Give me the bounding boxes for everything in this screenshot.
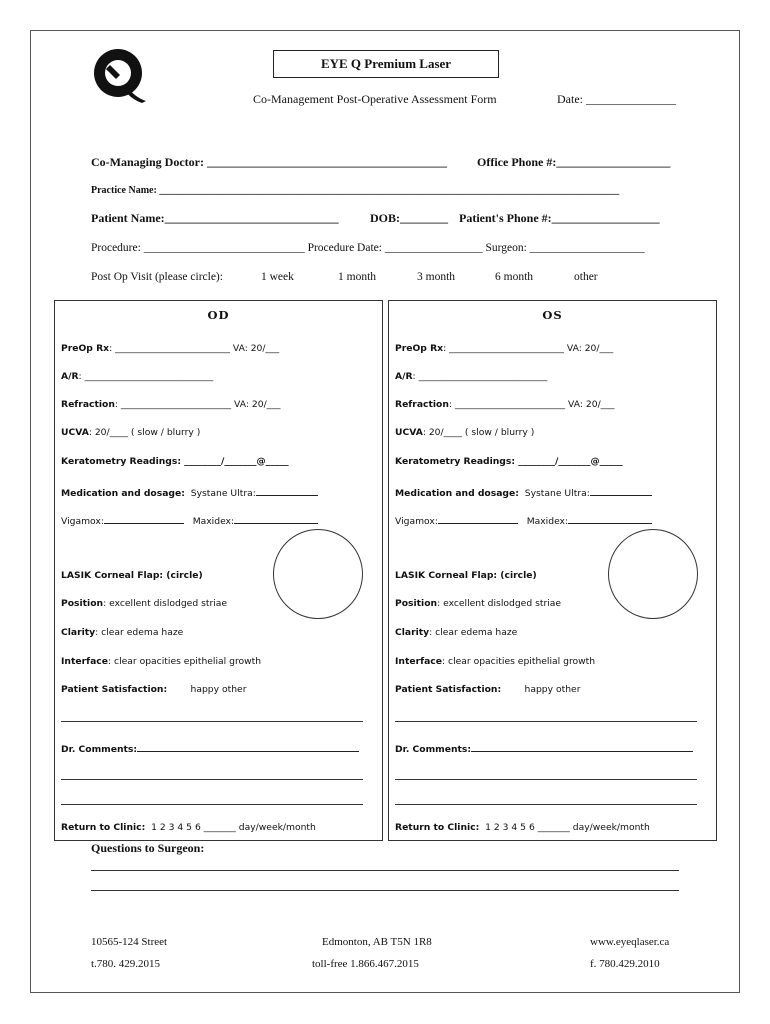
patient-phone-field[interactable]: Patient's Phone #:__________________ <box>459 211 660 225</box>
keratometry-field[interactable]: Keratometry Readings: ________/_______@_____ <box>395 456 623 467</box>
post-op-option[interactable]: 6 month <box>495 271 534 283</box>
return-to-clinic-field[interactable]: Return to Clinic: 1 2 3 4 5 6 _______ day/week/month <box>395 822 650 833</box>
post-op-option[interactable]: 3 month <box>417 271 456 283</box>
os-panel <box>388 300 717 841</box>
interface-options[interactable]: Interface: clear opacities epithelial growth <box>61 656 262 667</box>
vigamox-maxidex-field[interactable]: Vigamox: Maxidex: <box>395 513 652 527</box>
footer-fax: f. 780.429.2010 <box>590 958 660 970</box>
blank-line[interactable] <box>395 721 697 722</box>
post-op-visit-label: Post Op Visit (please circle): <box>91 271 223 283</box>
flap-diagram-circle[interactable] <box>273 529 363 619</box>
co-managing-doctor-field[interactable]: Co-Managing Doctor: ________________________________________ <box>91 155 447 169</box>
flap-diagram-circle[interactable] <box>608 529 698 619</box>
post-op-option[interactable]: 1 week <box>261 271 294 283</box>
ar-field[interactable]: A/R: ____________________________ <box>61 371 214 382</box>
clarity-options[interactable]: Clarity: clear edema haze <box>395 627 518 638</box>
questions-label: Questions to Surgeon: <box>91 841 205 855</box>
lasik-flap-label: LASIK Corneal Flap: (circle) <box>395 570 537 581</box>
patient-name-field[interactable]: Patient Name:_____________________________ <box>91 211 339 225</box>
position-options[interactable]: Position: excellent dislodged striae <box>61 598 228 609</box>
ucva-field[interactable]: UCVA: 20/____ ( slow / blurry ) <box>61 427 201 438</box>
dob-field[interactable]: DOB:________ <box>370 211 448 225</box>
lasik-flap-label: LASIK Corneal Flap: (circle) <box>61 570 203 581</box>
refraction-field[interactable]: Refraction: ________________________ VA: 20/___ <box>61 399 281 410</box>
position-options[interactable]: Position: excellent dislodged striae <box>395 598 562 609</box>
medication-field: Medication and dosage: Systane Ultra: <box>395 485 652 499</box>
practice-name-field[interactable]: Practice Name: ____________________________________________________________________________________________ <box>91 185 620 196</box>
footer-website[interactable]: www.eyeqlaser.ca <box>590 936 670 948</box>
blank-line[interactable] <box>61 804 363 805</box>
post-op-option[interactable]: 1 month <box>338 271 377 283</box>
ar-field[interactable]: A/R: ____________________________ <box>395 371 548 382</box>
dr-comments-field[interactable]: Dr. Comments: <box>61 741 359 755</box>
questions-line[interactable] <box>91 870 679 871</box>
eye-q-logo <box>90 45 150 105</box>
footer-city: Edmonton, AB T5N 1R8 <box>322 936 432 948</box>
ucva-field[interactable]: UCVA: 20/____ ( slow / blurry ) <box>395 427 535 438</box>
post-op-option[interactable]: other <box>574 271 598 283</box>
blank-line[interactable] <box>61 721 363 722</box>
preop-rx-field[interactable]: PreOp Rx: _________________________ VA: 20/___ <box>61 343 280 354</box>
medication-field: Medication and dosage: Systane Ultra: <box>61 485 318 499</box>
date-field[interactable]: Date: _______________ <box>557 92 676 106</box>
procedure-field[interactable]: Procedure: ____________________________ Procedure Date: _________________ Surgeon: ____________________ <box>91 242 645 254</box>
form-title: Co-Management Post-Operative Assessment Form <box>253 92 497 106</box>
dr-comments-field[interactable]: Dr. Comments: <box>395 741 693 755</box>
os-title: OS <box>542 308 563 322</box>
blank-line[interactable] <box>61 779 363 780</box>
clarity-options[interactable]: Clarity: clear edema haze <box>61 627 184 638</box>
satisfaction-options[interactable]: Patient Satisfaction: happy other <box>61 684 247 695</box>
office-phone-field[interactable]: Office Phone #:___________________ <box>477 155 671 169</box>
keratometry-field[interactable]: Keratometry Readings: ________/_______@_____ <box>61 456 289 467</box>
return-to-clinic-field[interactable]: Return to Clinic: 1 2 3 4 5 6 _______ day/week/month <box>61 822 316 833</box>
interface-options[interactable]: Interface: clear opacities epithelial growth <box>395 656 596 667</box>
refraction-field[interactable]: Refraction: ________________________ VA: 20/___ <box>395 399 615 410</box>
blank-line[interactable] <box>395 779 697 780</box>
satisfaction-options[interactable]: Patient Satisfaction: happy other <box>395 684 581 695</box>
blank-line[interactable] <box>395 804 697 805</box>
company-title: EYE Q Premium Laser <box>273 50 499 78</box>
vigamox-maxidex-field[interactable]: Vigamox: Maxidex: <box>61 513 318 527</box>
questions-line[interactable] <box>91 890 679 891</box>
od-panel <box>54 300 383 841</box>
footer-street: 10565-124 Street <box>91 936 168 948</box>
footer-phone: t.780. 429.2015 <box>91 958 161 970</box>
footer-tollfree: toll-free 1.866.467.2015 <box>312 958 419 970</box>
od-title: OD <box>207 308 230 322</box>
preop-rx-field[interactable]: PreOp Rx: _________________________ VA: 20/___ <box>395 343 614 354</box>
